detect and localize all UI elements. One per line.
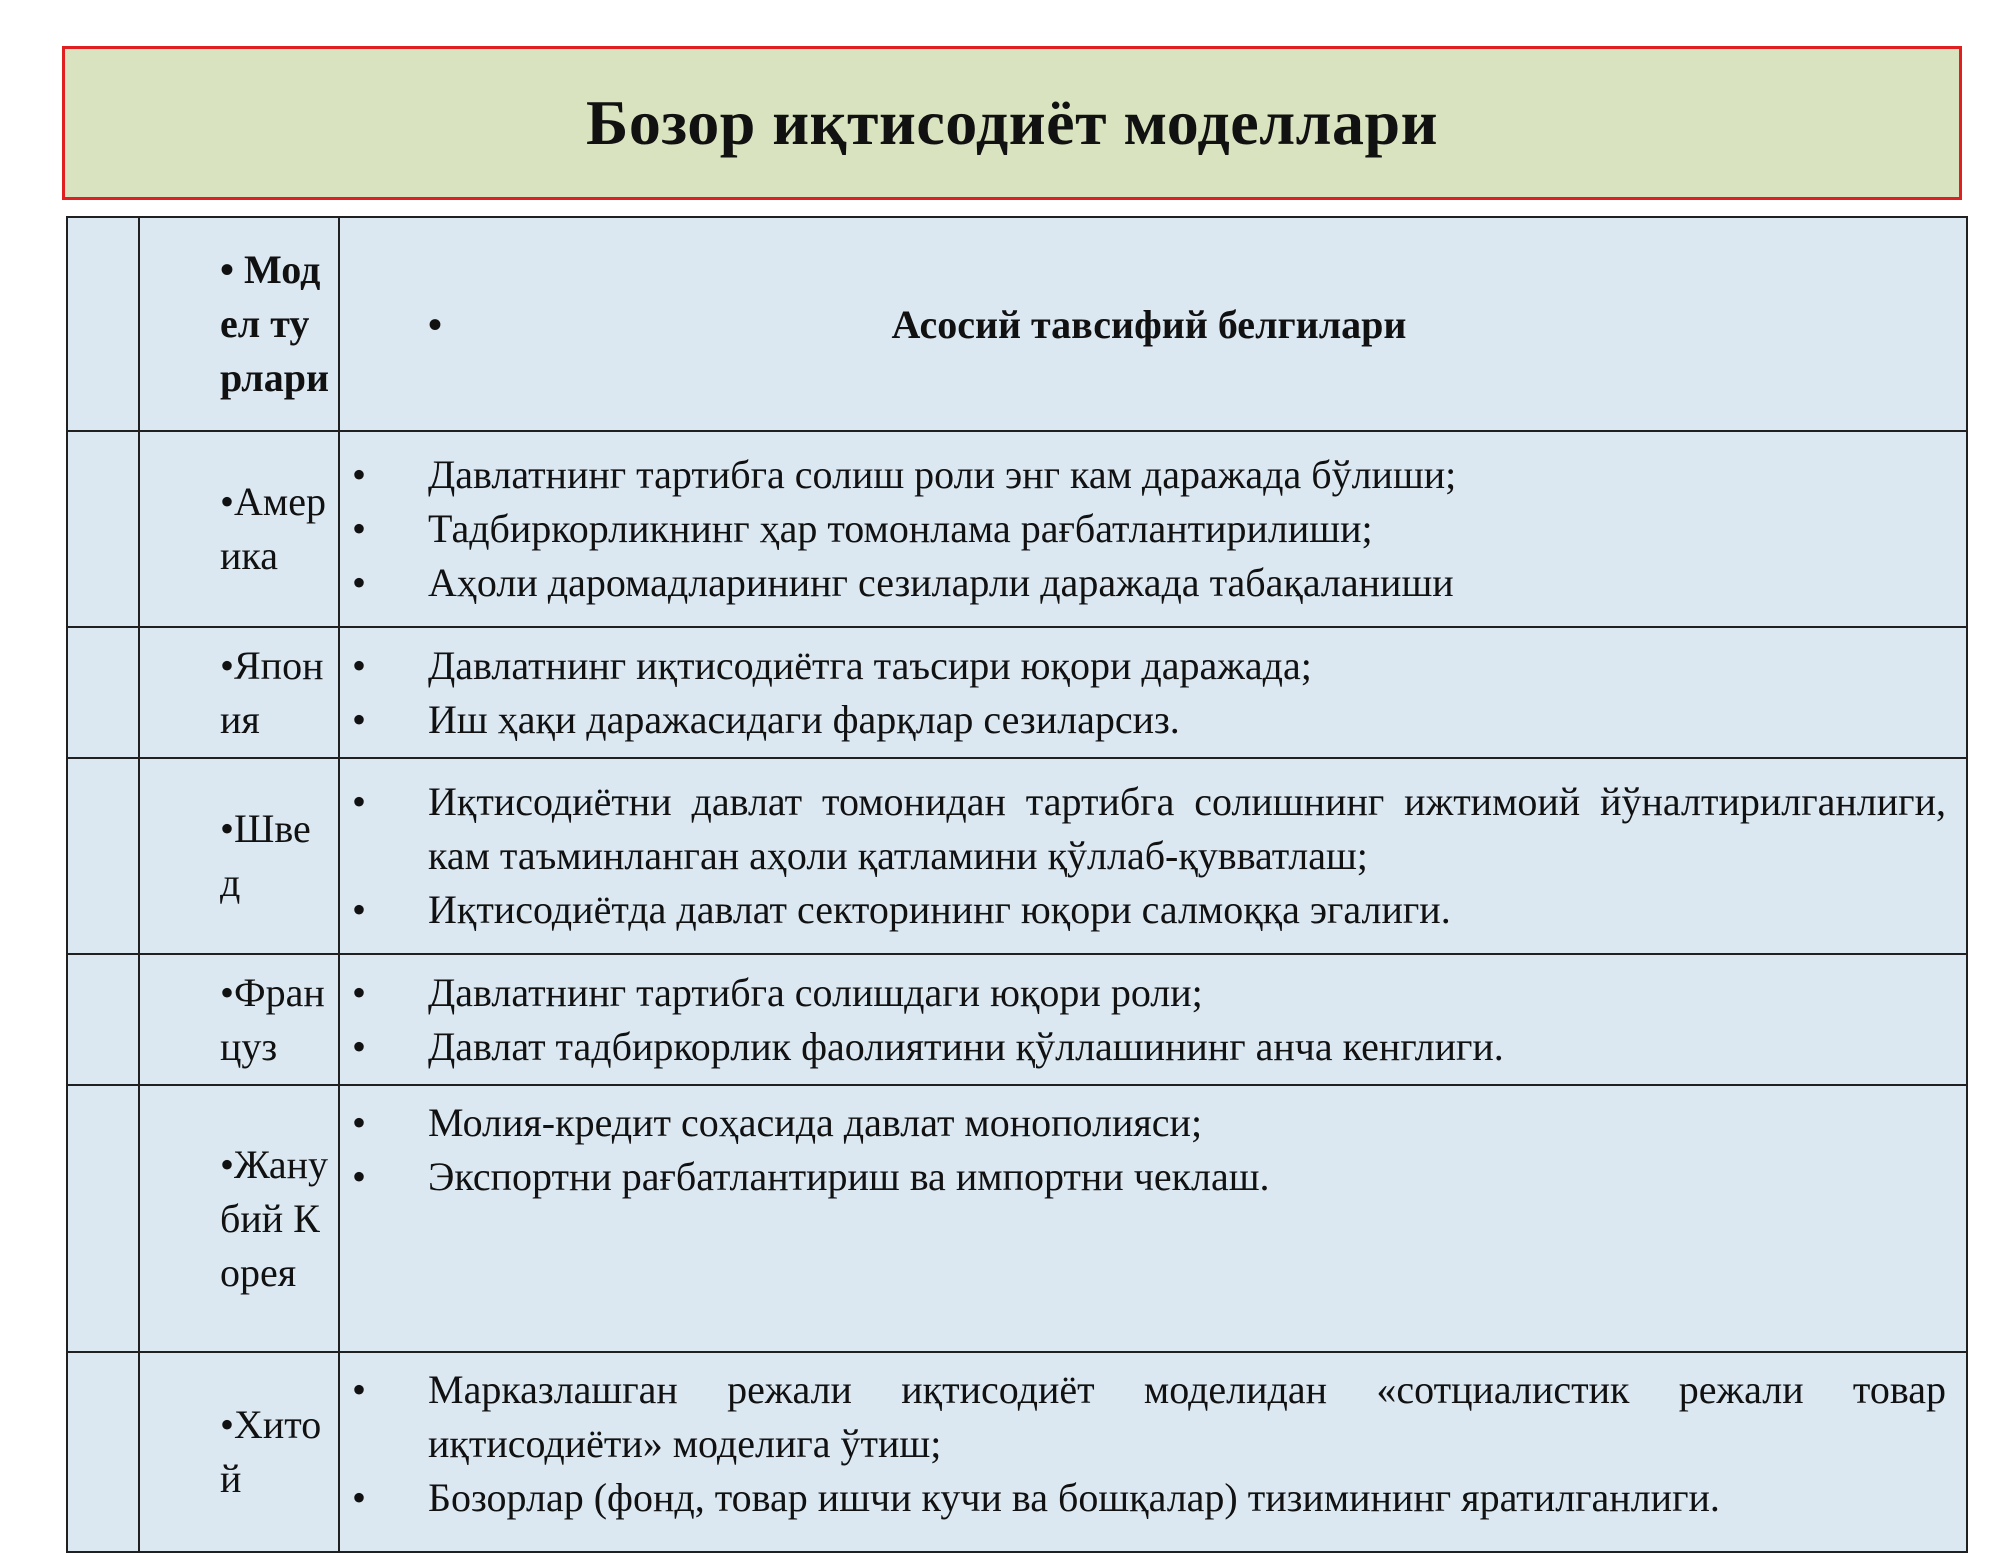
list-item: • Давлатнинг тартибга солишдаги юқори роли; bbox=[340, 966, 1946, 1020]
features-list bbox=[340, 1096, 1966, 1204]
header-model-types: • Модел турлари bbox=[220, 247, 329, 400]
table-row bbox=[67, 627, 1967, 758]
list-item: • Иқтисодиётни давлат томонидан тартибга солишнинг ижтимоий йўналтирилганлиги, кам таъминланган аҳоли қатламини қўллаб-қувватлаш; bbox=[340, 775, 1946, 883]
model-name-cell bbox=[139, 1085, 339, 1352]
list-item: • Экспортни рағбатлантириш ва импортни чеклаш. bbox=[340, 1150, 1946, 1204]
empty-cell bbox=[67, 431, 139, 627]
empty-cell bbox=[67, 1352, 139, 1552]
features-cell bbox=[339, 758, 1967, 954]
table-header-row bbox=[67, 217, 1967, 431]
list-item: • Тадбиркорликнинг ҳар томонлама рағбатлантирилиши; bbox=[340, 502, 1946, 556]
model-name-cell bbox=[139, 627, 339, 758]
list-item: • Иш ҳақи даражасидаги фарқлар сезиларсиз. bbox=[340, 693, 1946, 747]
model-name: •Япония bbox=[220, 642, 324, 742]
model-name: •Америка bbox=[220, 479, 326, 578]
empty-cell bbox=[67, 758, 139, 954]
table-row bbox=[67, 954, 1967, 1085]
features-list bbox=[340, 775, 1966, 937]
header-bullet: • bbox=[428, 301, 443, 347]
models-table bbox=[66, 216, 1968, 1553]
list-item: • Молия-кредит соҳасида давлат монополияси; bbox=[340, 1096, 1946, 1150]
title-banner bbox=[62, 46, 1962, 200]
model-name-cell bbox=[139, 431, 339, 627]
model-name-cell bbox=[139, 1352, 339, 1552]
model-name: •Швед bbox=[220, 806, 311, 905]
table-row bbox=[67, 1085, 1967, 1352]
features-list bbox=[340, 639, 1966, 747]
list-item: • Аҳоли даромадларининг сезиларли даражада табақаланиши bbox=[340, 556, 1946, 610]
features-cell bbox=[339, 627, 1967, 758]
features-cell bbox=[339, 1085, 1967, 1352]
list-item: • Марказлашган режали иқтисодиёт моделидан «сотциалистик режали товар иқтисодиёти» моделига ўтиш; bbox=[340, 1363, 1946, 1471]
list-item: • Бозорлар (фонд, товар ишчи кучи ва бошқалар) тизимининг яратилганлиги. bbox=[340, 1471, 1946, 1525]
empty-cell bbox=[67, 1085, 139, 1352]
list-item: • Давлатнинг иқтисодиётга таъсири юқори даражада; bbox=[340, 639, 1946, 693]
features-list bbox=[340, 1363, 1966, 1525]
features-cell bbox=[339, 431, 1967, 627]
model-name: •Француз bbox=[220, 969, 325, 1069]
model-name-cell bbox=[139, 758, 339, 954]
features-list bbox=[340, 966, 1966, 1074]
page-title: Бозор иқтисодиёт моделлари bbox=[586, 87, 1438, 158]
table-row bbox=[67, 758, 1967, 954]
list-item: • Давлатнинг тартибга солиш роли энг кам даражада бўлиши; bbox=[340, 448, 1946, 502]
list-item: • Давлат тадбиркорлик фаолиятини қўллашининг анча кенглиги. bbox=[340, 1020, 1946, 1074]
header-description: Асосий тавсифий белгилари bbox=[891, 301, 1407, 347]
model-name: •Хитой bbox=[220, 1402, 322, 1501]
header-model-types-cell bbox=[139, 217, 339, 431]
table-row bbox=[67, 431, 1967, 627]
empty-cell bbox=[67, 954, 139, 1085]
model-name-cell bbox=[139, 954, 339, 1085]
features-cell bbox=[339, 954, 1967, 1085]
list-item: • Иқтисодиётда давлат секторининг юқори салмоққа эгалиги. bbox=[340, 883, 1946, 937]
features-cell bbox=[339, 1352, 1967, 1552]
header-description-cell bbox=[339, 217, 1967, 431]
features-list bbox=[340, 448, 1966, 610]
model-name: •Жанубий Корея bbox=[220, 1141, 329, 1295]
table-row bbox=[67, 1352, 1967, 1552]
empty-cell bbox=[67, 217, 139, 431]
empty-cell bbox=[67, 627, 139, 758]
